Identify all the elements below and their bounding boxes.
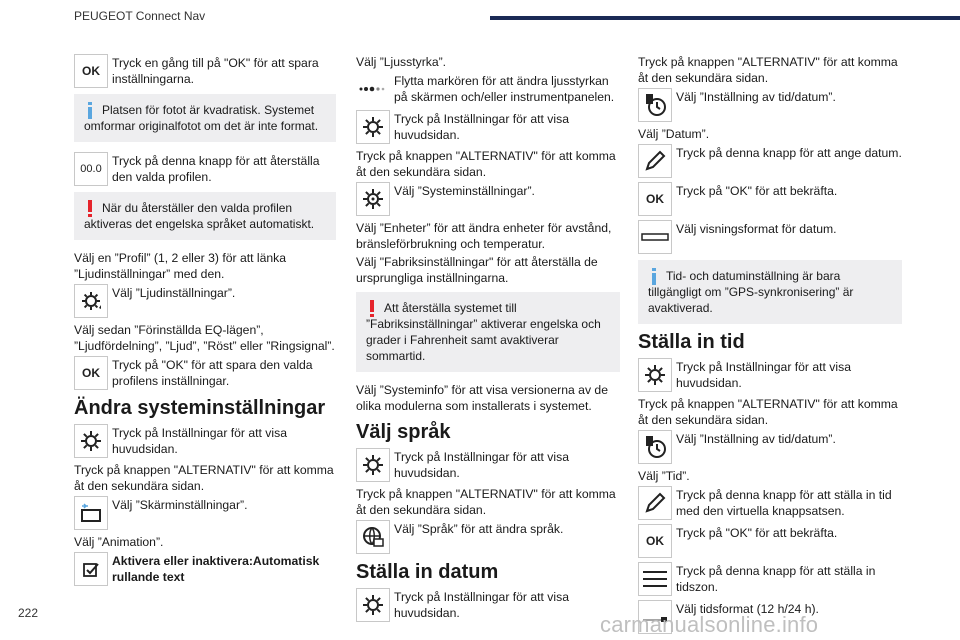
step-open-settings (356, 110, 620, 144)
ok-icon: OK (638, 524, 672, 558)
gear-icon (638, 358, 672, 392)
info-note (74, 94, 336, 142)
step-text: Tryck på "OK" för att bekräfta. (676, 526, 838, 540)
step-text: Välj ”Systeminställningar”. (394, 184, 535, 198)
paragraph: Välj ”Tid”. (638, 469, 690, 483)
column-3 (638, 54, 902, 638)
screen-settings-icon (74, 496, 108, 530)
gear-icon (356, 110, 390, 144)
step-text: Välj ”Inställning av tid/datum”. (676, 90, 836, 104)
ok-icon: OK (638, 182, 672, 216)
page-number: 222 (18, 606, 39, 620)
column-2 (356, 54, 620, 626)
step-text: Tryck på Inställningar för att visa huvudsidan. (394, 112, 569, 142)
step-text: Välj ”Språk” för att ändra språk. (394, 522, 564, 536)
step-brightness (356, 72, 620, 106)
info-indicator-icon (648, 268, 666, 284)
step-text: Tryck på Inställningar för att visa huvudsidan. (394, 590, 569, 620)
step-set-date (638, 144, 902, 178)
step-text: Tryck på denna knapp för att ställa in tid med den virtuella knappsatsen. (676, 488, 892, 518)
step-text: Välj ”Inställning av tid/datum”. (676, 432, 836, 446)
section-heading: Ändra systeminställningar (74, 397, 326, 419)
paragraph: Välj ”Ljusstyrka”. (356, 55, 447, 69)
paragraph: Välj ”Animation”. (74, 535, 164, 549)
step-system-settings (356, 182, 620, 216)
step-time-date-settings (638, 430, 902, 464)
column-1 (74, 54, 336, 590)
clock-settings-icon (638, 430, 672, 464)
step-text: Tryck på denna knapp för att återställa den valda profilen. (112, 154, 320, 184)
gear-icon (74, 424, 108, 458)
paragraph: Tryck på knappen "ALTERNATIV" för att komma åt den sekundära sidan. (638, 397, 898, 427)
step-text: Tryck på Inställningar för att visa huvudsidan. (112, 426, 287, 456)
step-text: Tryck på "OK" för att bekräfta. (676, 184, 838, 198)
system-settings-icon (356, 182, 390, 216)
note-text: När du återställer den valda profilen aktiveras det engelska språket automatiskt. (84, 201, 315, 231)
step-reset-profile (74, 152, 336, 186)
step-text: Flytta markören för att ändra ljusstyrkan på skärmen och/eller instrumentpanelen. (394, 74, 615, 104)
warning-note (356, 292, 620, 372)
paragraph: Tryck på knappen "ALTERNATIV" för att komma åt den sekundära sidan. (638, 55, 898, 85)
paragraph: Välj "Fabriksinställningar" för att återställa de ursprungliga inställningarna. (356, 255, 598, 285)
info-indicator-icon (84, 102, 102, 118)
step-text: Välj ”Ljudinställningar”. (112, 286, 236, 300)
checkbox-icon (74, 552, 108, 586)
step-sound-settings (74, 284, 336, 318)
step-animation-toggle (74, 552, 336, 586)
step-date-format (638, 220, 902, 254)
step-time-zone (638, 562, 902, 596)
step-text: Välj ”Skärminställningar”. (112, 498, 248, 512)
note-text: Tid- och datuminställning är bara tillgängligt om ”GPS-synkronisering” är avaktiverad. (648, 269, 854, 315)
step-text: Tryck på Inställningar för att visa huvudsidan. (676, 360, 851, 390)
pencil-icon (638, 486, 672, 520)
paragraph: Tryck på knappen "ALTERNATIV" för att komma åt den sekundära sidan. (356, 149, 616, 179)
section-heading: Ställa in tid (638, 331, 745, 353)
step-text: Tryck på "OK" för att spara den valda profilens inställningar. (112, 358, 313, 388)
step-language (356, 520, 620, 554)
sound-settings-icon (74, 284, 108, 318)
step-text: Aktivera eller inaktivera:Automatisk rullande text (112, 554, 320, 584)
gear-icon (356, 448, 390, 482)
step-open-settings (638, 358, 902, 392)
paragraph: Välj sedan ”Förinställda EQ-lägen”, ”Ljudfördelning”, ”Ljud”, ”Röst” eller ”Ringsignal”. (74, 323, 335, 353)
ok-icon: OK (74, 356, 108, 390)
ok-icon: OK (74, 54, 108, 88)
header-bar (490, 16, 960, 20)
note-text: Platsen för fotot är kvadratisk. Systemet omformar originalfotot om det är inte format. (84, 103, 319, 133)
step-text: Välj tidsformat (12 h/24 h). (676, 602, 819, 616)
step-text: Tryck på Inställningar för att visa huvudsidan. (394, 450, 569, 480)
paragraph: Välj ”Enheter” för att ändra enheter för avstånd, bränsleförbrukning och temperatur. (356, 221, 612, 251)
warning-indicator-icon (84, 200, 102, 216)
step-open-settings (356, 588, 620, 622)
warning-note (74, 192, 336, 240)
warning-indicator-icon (366, 300, 384, 316)
paragraph: Tryck på knappen "ALTERNATIV" för att komma åt den sekundära sidan. (356, 487, 616, 517)
watermark: carmanualsonline.info (600, 612, 819, 637)
brightness-slider-icon (356, 72, 390, 106)
info-note (638, 260, 902, 324)
section-heading: Ställa in datum (356, 561, 499, 583)
step-set-time (638, 486, 902, 520)
header-title: PEUGEOT Connect Nav (74, 9, 206, 23)
section-heading: Välj språk (356, 421, 451, 443)
pencil-icon (638, 144, 672, 178)
step-text: Välj visningsformat för datum. (676, 222, 837, 236)
paragraph: Välj en ”Profil” (1, 2 eller 3) för att länka ”Ljudinställningar” med den. (74, 251, 287, 281)
paragraph: Välj ”Systeminfo” för att visa versionerna av de olika modulerna som installerats i systemet. (356, 383, 608, 413)
clock-settings-icon (638, 88, 672, 122)
list-menu-icon (638, 562, 672, 596)
step-confirm-time (638, 524, 902, 558)
paragraph: Välj ”Datum”. (638, 127, 710, 141)
step-text: Tryck en gång till på "OK" för att spara inställningarna. (112, 56, 319, 86)
step-confirm-date (638, 182, 902, 216)
gear-icon (356, 588, 390, 622)
paragraph: Tryck på knappen "ALTERNATIV" för att komma åt den sekundära sidan. (74, 463, 334, 493)
step-open-settings (356, 448, 620, 482)
step-save-ok (74, 54, 336, 88)
note-text: Att återställa systemet till ”Fabriksinställningar” aktiverar engelska och grader i Fahrenheit samt avaktiverar sommartid. (366, 301, 601, 363)
step-save-profile (74, 356, 336, 390)
step-text: Tryck på denna knapp för att ställa in tidszon. (676, 564, 876, 594)
step-screen-settings (74, 496, 336, 530)
step-text: Tryck på denna knapp för att ange datum. (676, 146, 902, 160)
language-icon (356, 520, 390, 554)
step-time-date-settings (638, 88, 902, 122)
format-select-icon (638, 220, 672, 254)
profile-reset-icon: 00.0 (74, 152, 108, 186)
step-open-settings (74, 424, 336, 458)
